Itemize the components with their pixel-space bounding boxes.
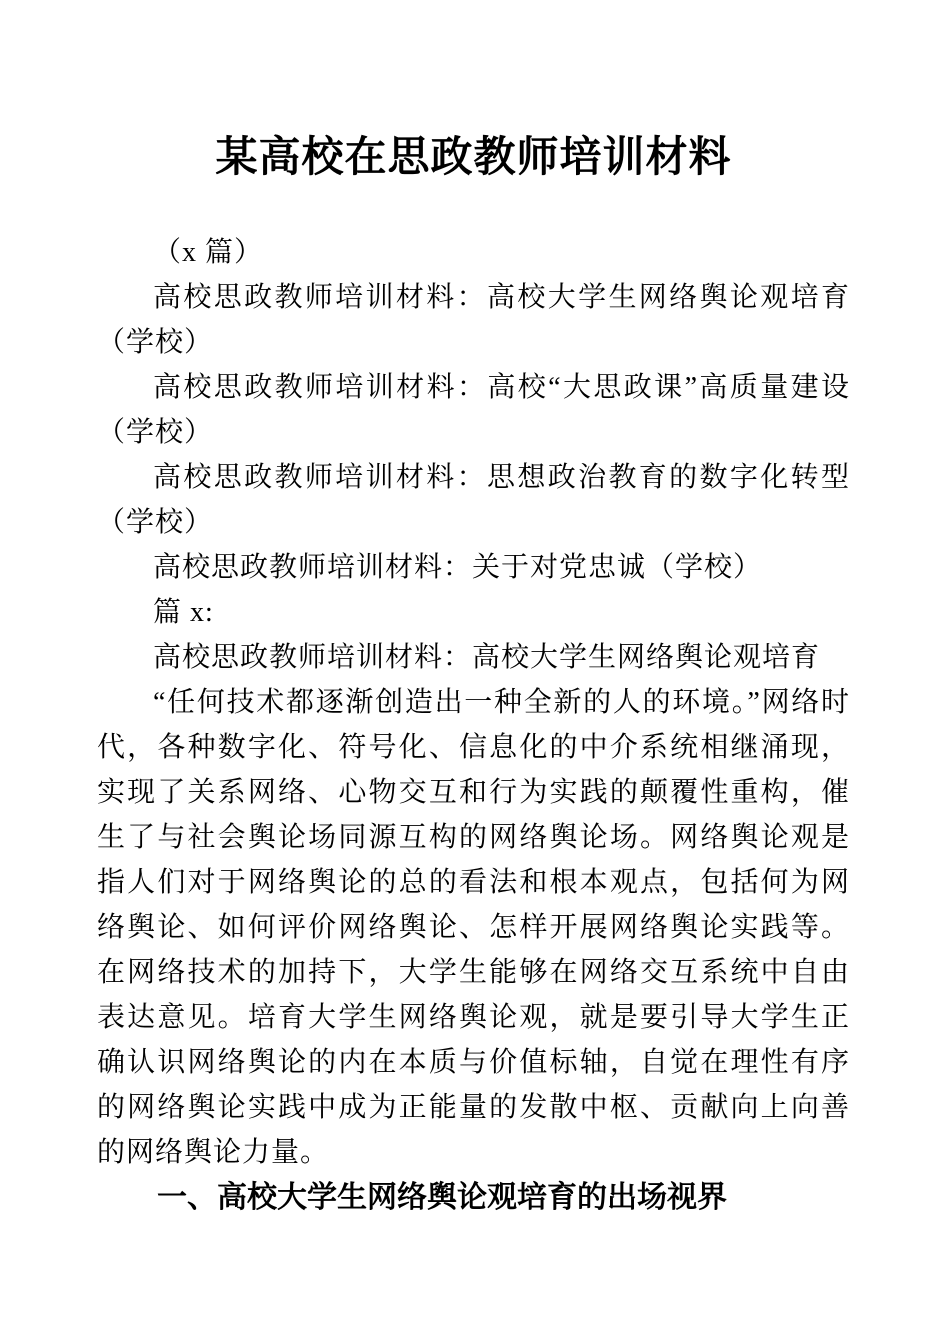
toc-item: 高校思政教师培训材料：思想政治教育的数字化转型（学校）: [97, 462, 850, 538]
intro-paragraph: “任何技术都逐渐创造出一种全新的人的环境。”网络时代，各种数字化、符号化、信息化的中介系统相继涌现，实现了关系网络、心物交互和行为实践的颠覆性重构，催生了与社会舆论场同源互构的网络舆论场。网络舆论观是指人们对于网络舆论的总的看法和根本观点，包括何为网络舆论、如何评价网络舆论、怎样开展网络舆论实践等。在网络技术的加持下，大学生能够在网络交互系统中自由表达意见。培育大学生网络舆论观，就是要引导大学生正确认识网络舆论的内在本质与价值标轴，自觉在理性有序的网络舆论实践中成为正能量的发散中枢、贡献向上向善的网络舆论力量。: [97, 687, 850, 1168]
section-heading: 一、高校大学生网络舆论观培育的出场视界: [157, 1181, 727, 1214]
article-marker: 篇 x:: [153, 597, 214, 628]
article-title: 高校思政教师培训材料：高校大学生网络舆论观培育: [153, 642, 821, 673]
toc-item: 高校思政教师培训材料：关于对党忠诚（学校）: [153, 552, 763, 583]
document-title: 某高校在思政教师培训材料: [215, 135, 732, 181]
toc-item: 高校思政教师培训材料：高校“大思政课”高质量建设（学校）: [97, 372, 850, 448]
count-note: （x 篇）: [153, 237, 264, 268]
toc-item: 高校思政教师培训材料：高校大学生网络舆论观培育（学校）: [97, 282, 850, 358]
